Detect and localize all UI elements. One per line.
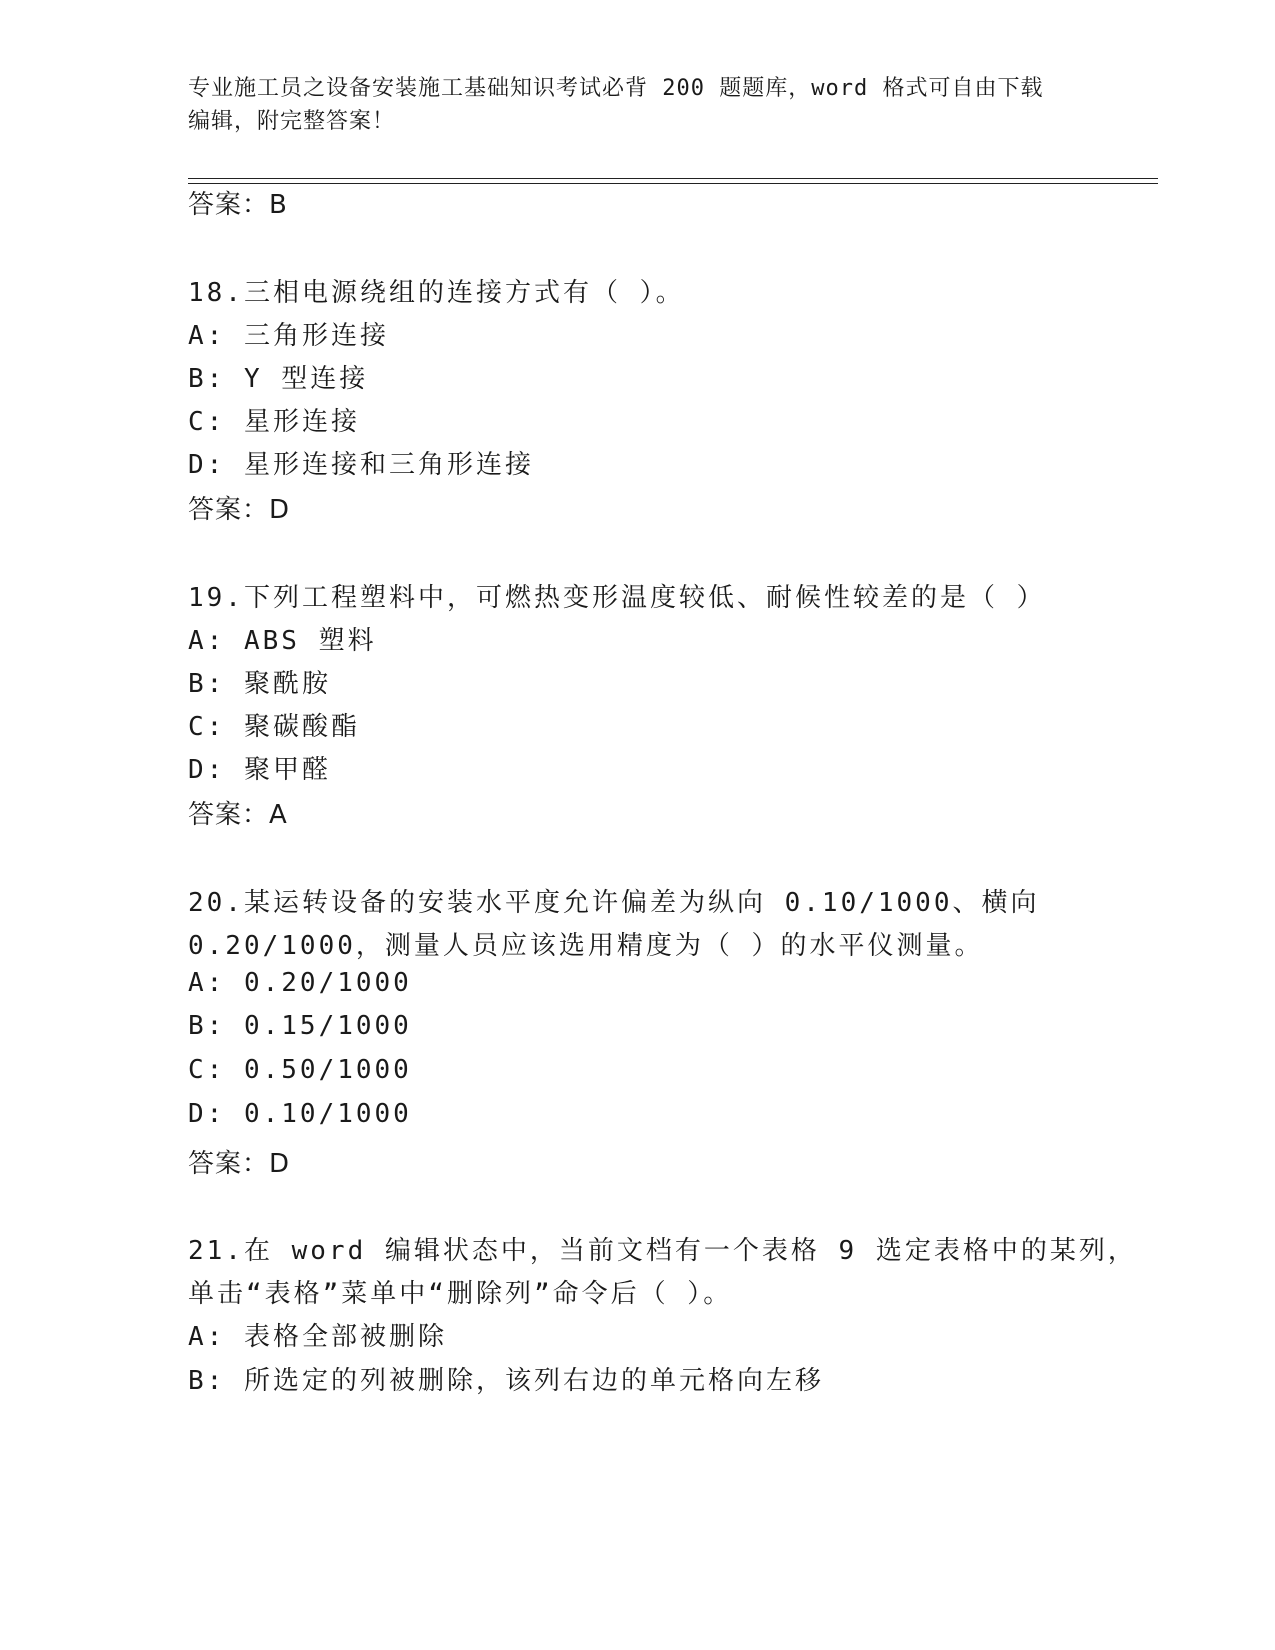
question-21-stem-line-2: 单击“表格”菜单中“删除列”命令后（ ）。	[188, 1279, 733, 1309]
question-18-option-a: A: 三角形连接	[188, 321, 389, 351]
question-18-option-b: B: Y 型连接	[188, 364, 369, 394]
question-20-answer: 答案：D	[188, 1149, 291, 1179]
question-19-option-d: D: 聚甲醛	[188, 755, 331, 785]
question-18-stem: 18.三相电源绕组的连接方式有（ ）。	[188, 278, 685, 308]
question-21-option-a: A: 表格全部被删除	[188, 1322, 447, 1352]
question-19-option-c: C: 聚碳酸酯	[188, 712, 360, 742]
question-20-option-b: B: 0.15/1000	[188, 1011, 412, 1041]
header-line-1: 专业施工员之设备安装施工基础知识考试必背 200 题题库，word 格式可自由下载	[188, 76, 1044, 101]
question-20-option-d: D: 0.10/1000	[188, 1099, 412, 1129]
question-19-stem: 19.下列工程塑料中，可燃热变形温度较低、耐候性较差的是（ ）	[188, 583, 1046, 613]
question-21-option-b: B: 所选定的列被删除，该列右边的单元格向左移	[188, 1366, 824, 1396]
question-21-stem-line-1: 21.在 word 编辑状态中，当前文档有一个表格 9 选定表格中的某列，	[188, 1236, 1137, 1266]
question-20-stem-line-2: 0.20/1000，测量人员应该选用精度为（ ）的水平仪测量。	[188, 931, 984, 961]
question-18-answer: 答案：D	[188, 495, 291, 525]
question-20-stem-line-1: 20.某运转设备的安装水平度允许偏差为纵向 0.10/1000、横向	[188, 888, 1040, 918]
question-19-answer: 答案：A	[188, 800, 288, 830]
question-19-option-a: A: ABS 塑料	[188, 626, 377, 656]
header-rule-top	[188, 178, 1158, 179]
document-header	[188, 72, 1088, 138]
question-20-option-c: C: 0.50/1000	[188, 1055, 412, 1085]
answer-17: 答案：B	[188, 190, 288, 220]
question-18-option-c: C: 星形连接	[188, 407, 360, 437]
question-19-option-b: B: 聚酰胺	[188, 669, 331, 699]
question-20-option-a: A: 0.20/1000	[188, 968, 412, 998]
header-rule-bottom	[188, 183, 1158, 184]
question-18-option-d: D: 星形连接和三角形连接	[188, 450, 534, 480]
header-line-2: 编辑，附完整答案！	[188, 109, 396, 134]
